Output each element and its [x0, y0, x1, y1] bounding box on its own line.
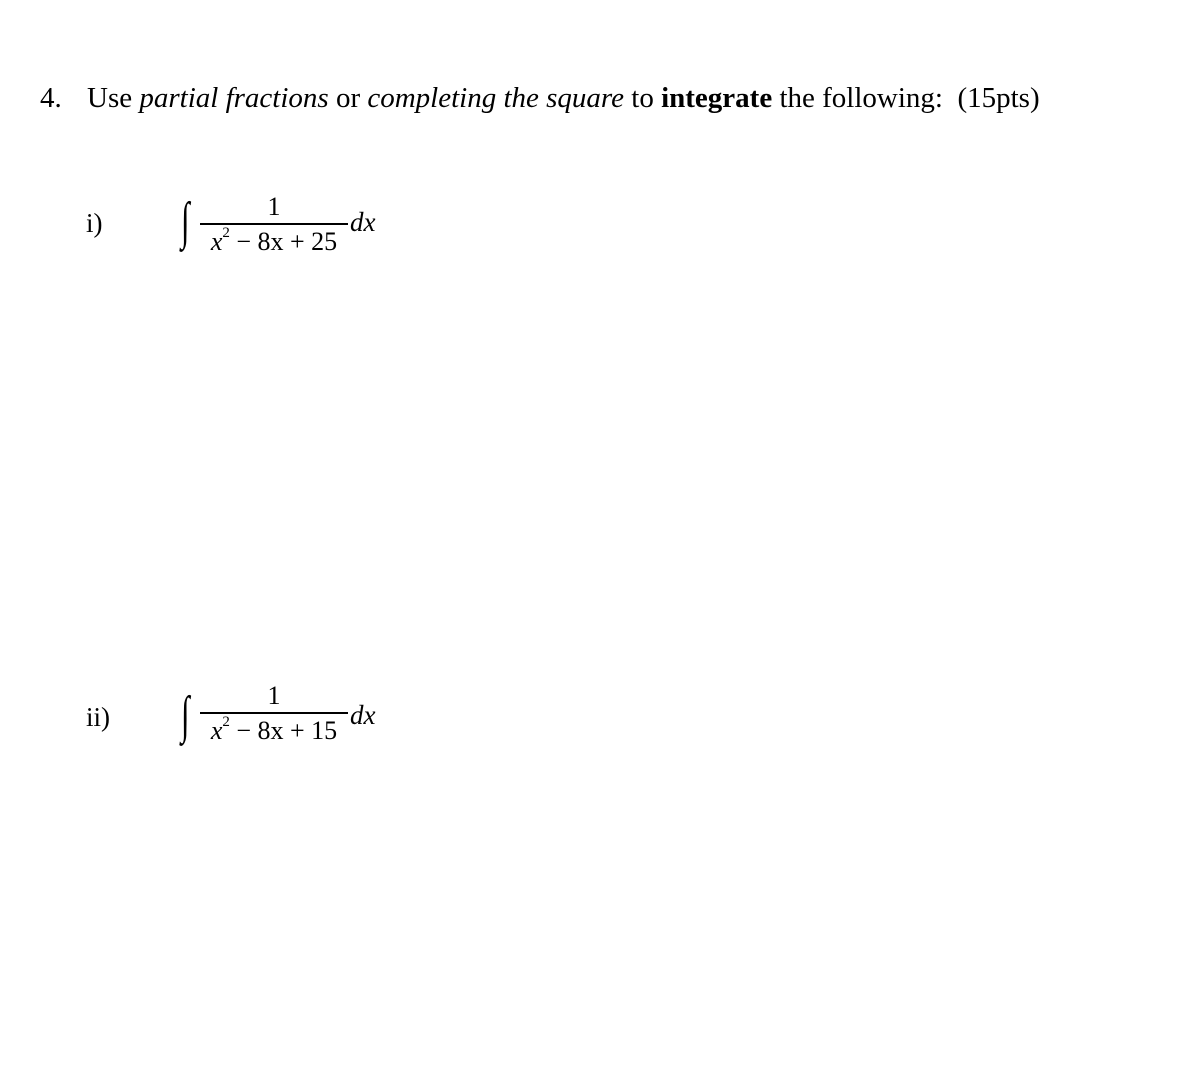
numerator-ii: 1: [267, 681, 281, 710]
denominator-ii: $x^2 - 8x + 15$: [210, 713, 338, 745]
differential-i: dx: [350, 207, 376, 237]
question-prompt: [40, 78, 1040, 118]
text-integrate: integrate: [661, 82, 773, 114]
text-completing-square: completing the square: [367, 82, 625, 114]
text-use: Use: [87, 82, 133, 114]
differential-ii: dx: [350, 700, 376, 730]
text-partial-fractions: partial fractions: [139, 82, 329, 114]
question-number: 4.: [40, 82, 62, 114]
fraction-ii: [200, 682, 348, 745]
text-to: to: [631, 82, 654, 114]
part-label-i: i): [86, 208, 103, 238]
part-label-ii: ii): [86, 702, 110, 732]
denominator-i: $x^2 - 8x + 25$: [210, 224, 338, 256]
numerator-i: 1: [267, 192, 281, 221]
text-the-following: the following:: [779, 82, 943, 114]
integral-sign-icon: ∫: [181, 193, 190, 250]
integral-sign-icon: ∫: [181, 687, 190, 744]
text-or: or: [335, 82, 361, 114]
fraction-i: [200, 193, 348, 256]
points-label: (15pts): [957, 82, 1040, 114]
